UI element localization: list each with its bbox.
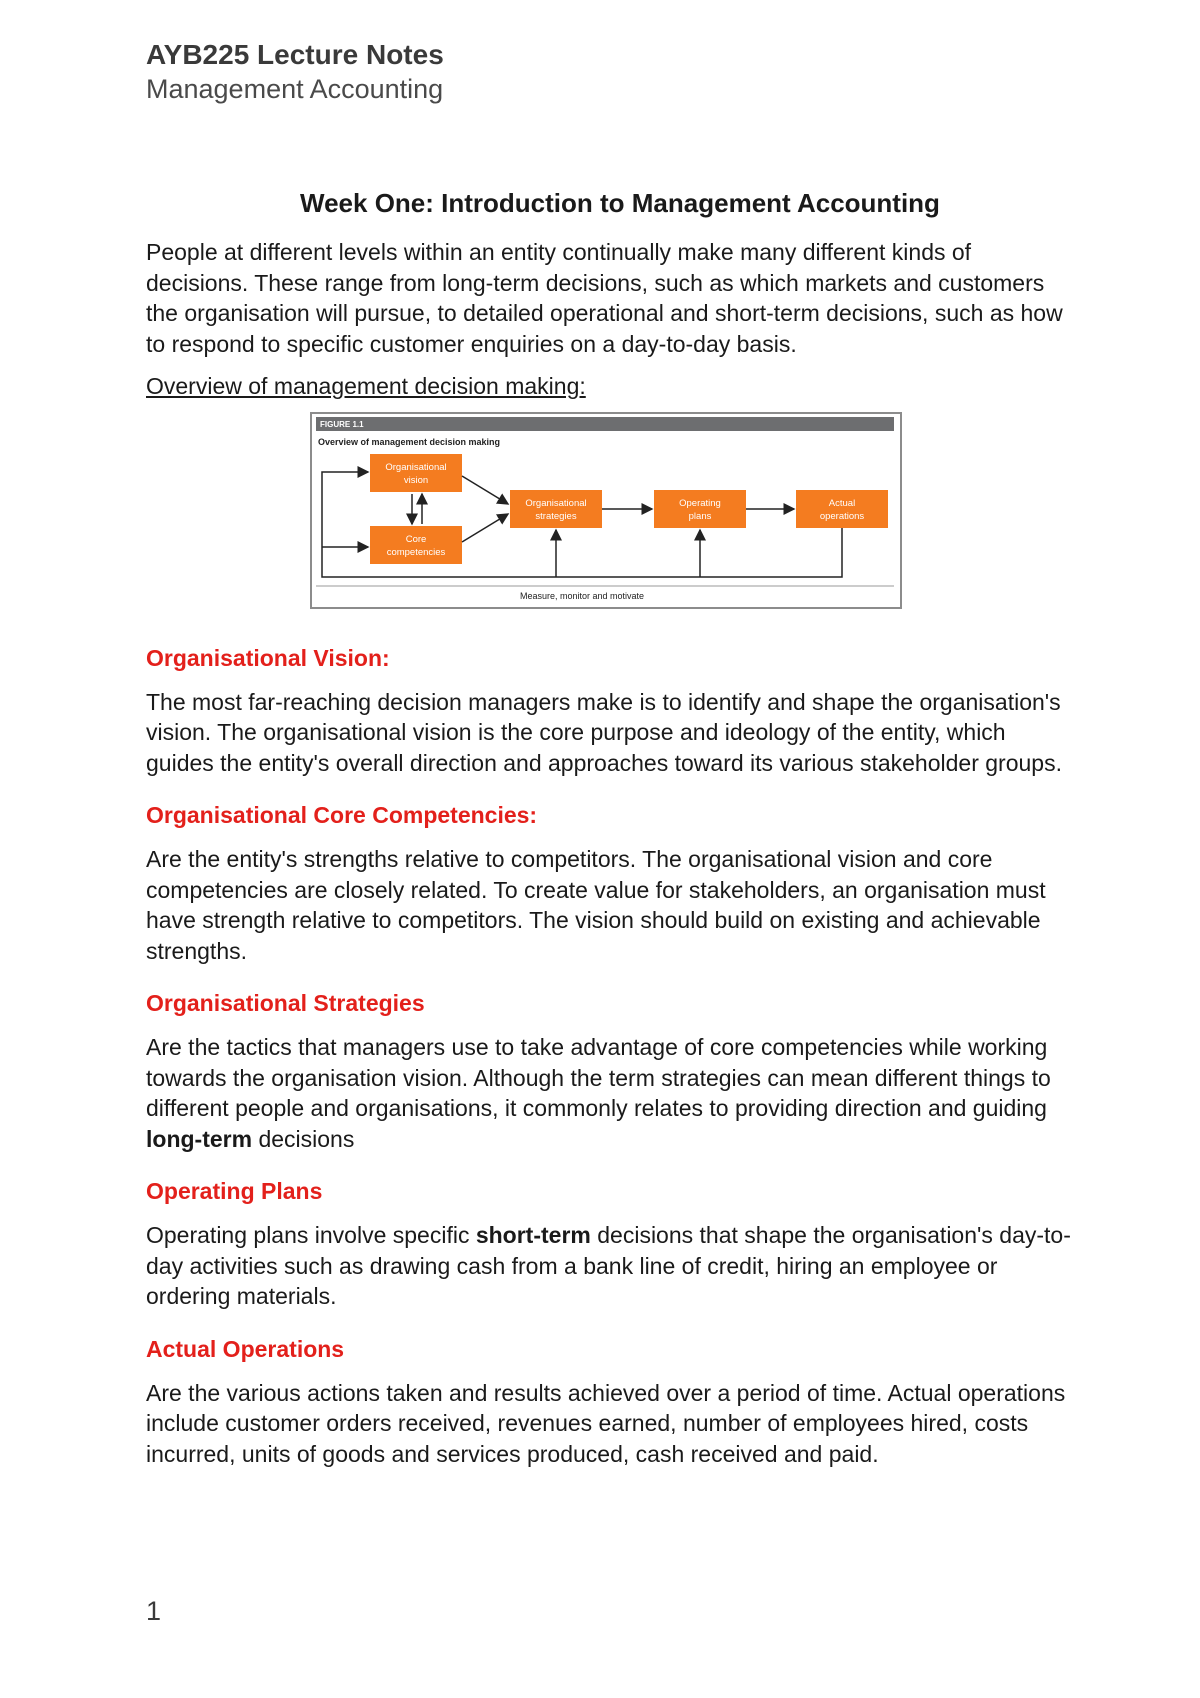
svg-text:plans: plans — [688, 510, 712, 522]
page-number: 1 — [146, 1596, 162, 1626]
paragraph-operating-plans: Operating plans involve specific short-term decisions that shape the organisation's day-to-day activities such as drawing cash from a bank line of credit, hiring an employee or ordering materials. — [146, 1222, 1071, 1309]
document-body — [146, 188, 1076, 1481]
box-organisational-vision — [370, 454, 462, 492]
paragraph-organisational-vision: The most far-reaching decision managers make is to identify and shape the organisation's vision. The organisational vision is the core purpose and ideology of the entity, which guides the entity's overall direction and approaches toward its various stakeholder groups. — [146, 688, 1062, 776]
box-core-competencies — [370, 526, 462, 564]
feedback-label: Measure, monitor and motivate — [519, 590, 645, 601]
decision-making-figure — [310, 412, 902, 609]
document-header — [146, 38, 444, 106]
heading-organisational-vision: Organisational Vision: — [146, 644, 390, 671]
paragraph-core-competencies: Are the entity's strengths relative to competitors. The organisational vision and core competencies are closely related. To create value for stakeholders, an organisation must have strength relative to competitors. The vision should build on existing and achievable strengths. — [146, 846, 1046, 964]
svg-text:competencies: competencies — [386, 546, 446, 558]
course-title: AYB225 Lecture Notes — [146, 39, 444, 70]
bold-long-term: long-term — [146, 1125, 253, 1152]
box-operating-plans — [654, 490, 746, 528]
paragraph-actual-operations: Are the various actions taken and results achieved over a period of time. Actual operations include customer orders received, revenues earned, number of employees hired, costs incurred, units of goods and services produced, cash received and paid. — [146, 1379, 1066, 1467]
figure-title: Overview of management decision making — [318, 436, 501, 447]
svg-text:Core: Core — [405, 533, 427, 545]
course-subtitle: Management Accounting — [146, 74, 444, 104]
box-actual-operations — [796, 490, 888, 528]
svg-text:Organisational: Organisational — [525, 497, 587, 509]
figure-tag-bar — [316, 417, 894, 431]
figure-diagram — [312, 414, 900, 607]
heading-actual-operations: Actual Operations — [146, 1335, 345, 1362]
svg-text:Actual: Actual — [828, 497, 856, 509]
bold-short-term: short-term — [475, 1222, 591, 1248]
heading-operating-plans: Operating Plans — [146, 1178, 323, 1204]
figure-tag: FIGURE 1.1 — [320, 419, 364, 429]
svg-text:operations: operations — [819, 510, 865, 522]
svg-text:Organisational: Organisational — [385, 461, 447, 473]
overview-label: Overview of management decision making: — [146, 373, 586, 399]
heading-organisational-strategies: Organisational Strategies — [146, 990, 425, 1016]
intro-paragraph: People at different levels within an entity continually make many different kinds of decisions. These range from long-term decisions, such as which markets and customers the organisation will pursue, to detailed operational and short-term decisions, such as how to respond to specific customer enquiries on a day-to-day basis. — [146, 239, 1063, 357]
paragraph-organisational-strategies: Are the tactics that managers use to take advantage of core competencies while working towards the organisation vision. Although the term strategies can mean different things to different people and organisations, it commonly relates to providing direction and guiding long-term decisions — [146, 1034, 1051, 1152]
page-title: Week One: Introduction to Management Accounting — [300, 188, 940, 218]
svg-text:vision: vision — [403, 474, 429, 486]
heading-core-competencies: Organisational Core Competencies: — [146, 802, 538, 828]
svg-text:strategies: strategies — [535, 510, 577, 522]
box-organisational-strategies — [510, 490, 602, 528]
svg-text:Operating: Operating — [679, 497, 721, 509]
